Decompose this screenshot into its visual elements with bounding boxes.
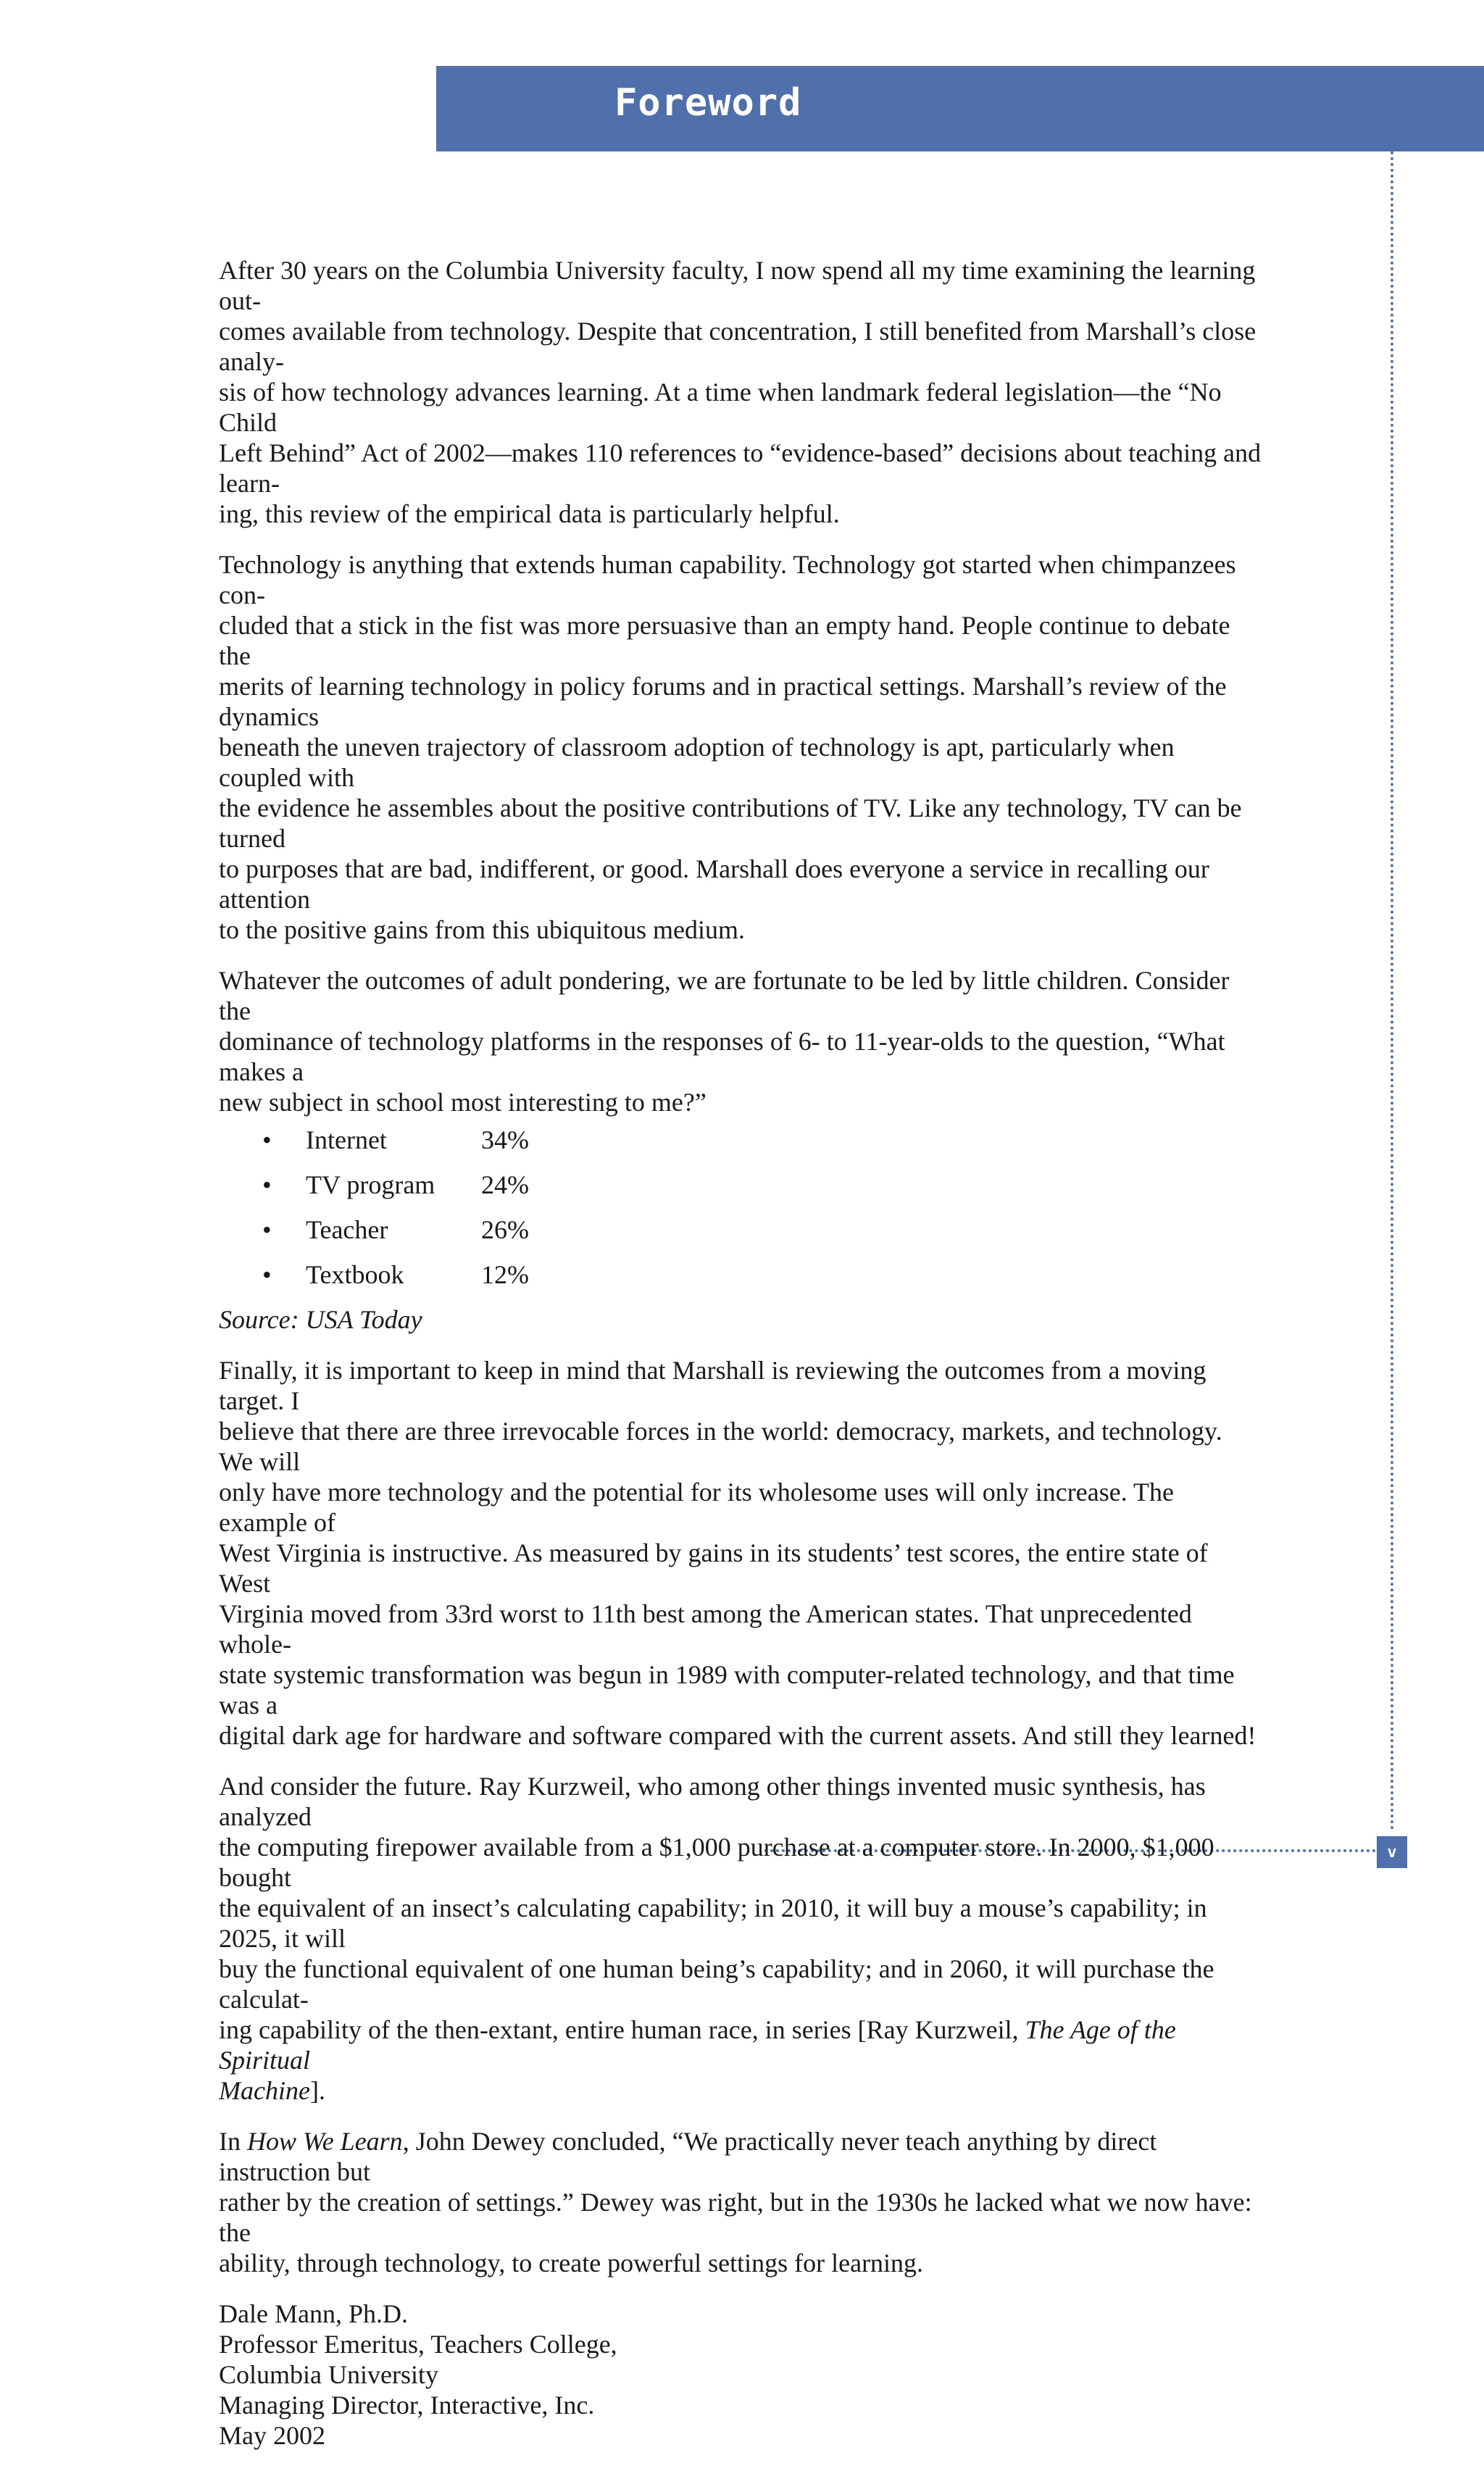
- paragraph-6-text: , John Dewey concluded, “We practically never teach anything by direct instruction but rather by the creation of settings.” Dewey was right, but in the 1930s he lacked what we now have: the ability, through technology, to create powerful settings for learning.: [219, 2127, 1252, 2278]
- stat-value: 34%: [481, 1125, 529, 1154]
- list-item: [219, 1125, 1262, 1170]
- page-number: v: [1377, 1836, 1407, 1868]
- page-title: Foreword: [614, 81, 802, 125]
- list-item: [219, 1259, 1262, 1304]
- bullet-icon: •: [262, 1125, 272, 1154]
- stat-value: 12%: [481, 1260, 529, 1289]
- paragraph-6-start: In: [219, 2127, 247, 2156]
- paragraph-5-end: ].: [309, 2076, 325, 2105]
- bullet-icon: •: [262, 1170, 272, 1199]
- bullet-icon: •: [262, 1260, 272, 1289]
- list-item: [219, 1214, 1262, 1259]
- stat-value: 24%: [481, 1170, 529, 1199]
- foreword-body: [219, 255, 1262, 2471]
- list-item: [219, 1170, 1262, 1214]
- source-citation: Source: USA Today: [219, 1305, 422, 1334]
- paragraph-6: [219, 2126, 1262, 2278]
- paragraph-1: After 30 years on the Columbia University faculty, I now spend all my time examining the learning out- comes available from technology. Despite that concentration, I still benefited from Marshall’s close analy- sis of how technology advances learning. At a time when landmark federal legislation—the “No Child Left Behind” Act of 2002—makes 110 references to “evidence-based” decisions about teaching and learn- ing, this review of the empirical data is particularly helpful.: [219, 256, 1262, 528]
- stat-label: TV program: [306, 1170, 435, 1199]
- stat-value: 26%: [481, 1215, 529, 1244]
- survey-results-list: [219, 1125, 1262, 1304]
- dotted-rule-vertical: [1391, 151, 1393, 1831]
- paragraph-2: Technology is anything that extends human capability. Technology got started when chimpanzees con- cluded that a stick in the fist was more persuasive than an empty hand. People continue to debate the merits of learning technology in policy forums and in practical settings. Marshall’s review of the dynamics beneath the uneven trajectory of classroom adoption of technology is apt, particularly when coupled with the evidence he assembles about the positive contributions of TV. Like any technology, TV can be turned to purposes that are bad, indifferent, or good. Marshall does everyone a service in recalling our attention to the positive gains from this ubiquitous medium.: [219, 550, 1242, 944]
- stat-label: Textbook: [306, 1260, 404, 1289]
- bullet-icon: •: [262, 1215, 272, 1244]
- signature-block: Dale Mann, Ph.D. Professor Emeritus, Teachers College, Columbia University Managing Director, Interactive, Inc. May 2002: [219, 2299, 617, 2450]
- paragraph-5-text: And consider the future. Ray Kurzweil, who among other things invented music synthesis, has analyzed the computing firepower available from a $1,000 purchase at a computer store. In 2000, $1,000 bought the equivalent of an insect’s calculating capability; in 2010, it will buy a mouse’s capability; in 2025, it will buy the functional equivalent of one human being’s capability; and in 2060, it will purchase the calculat- ing capability of the then-extant, entire human race, in series [Ray Kurzweil,: [219, 1772, 1214, 2044]
- header-bar: [436, 66, 1484, 151]
- stat-label: Teacher: [306, 1215, 388, 1244]
- book-title: The Age of the Spiritual Machine: [219, 2015, 1176, 2105]
- paragraph-5: [219, 1771, 1262, 2106]
- paragraph-3: Whatever the outcomes of adult pondering, we are fortunate to be led by little children. Consider the dominance of technology platforms in the responses of 6- to 11-year-olds to the question, “What makes a new subject in school most interesting to me?”: [219, 966, 1230, 1117]
- paragraph-4: Finally, it is important to keep in mind that Marshall is reviewing the outcomes from a moving target. I believe that there are three irrevocable forces in the world: democracy, markets, and technology. We will only have more technology and the potential for its wholesome uses will only increase. The example of West Virginia is instructive. As measured by gains in its students’ test scores, the entire state of West Virginia moved from 33rd worst to 11th best among the American states. That unprecedented whole- state systemic transformation was begun in 1989 with computer-related technology, and that time was a digital dark age for hardware and software compared with the current assets. And still they learned!: [219, 1356, 1256, 1750]
- stat-label: Internet: [306, 1125, 387, 1154]
- book-title: How We Learn: [247, 2127, 403, 2156]
